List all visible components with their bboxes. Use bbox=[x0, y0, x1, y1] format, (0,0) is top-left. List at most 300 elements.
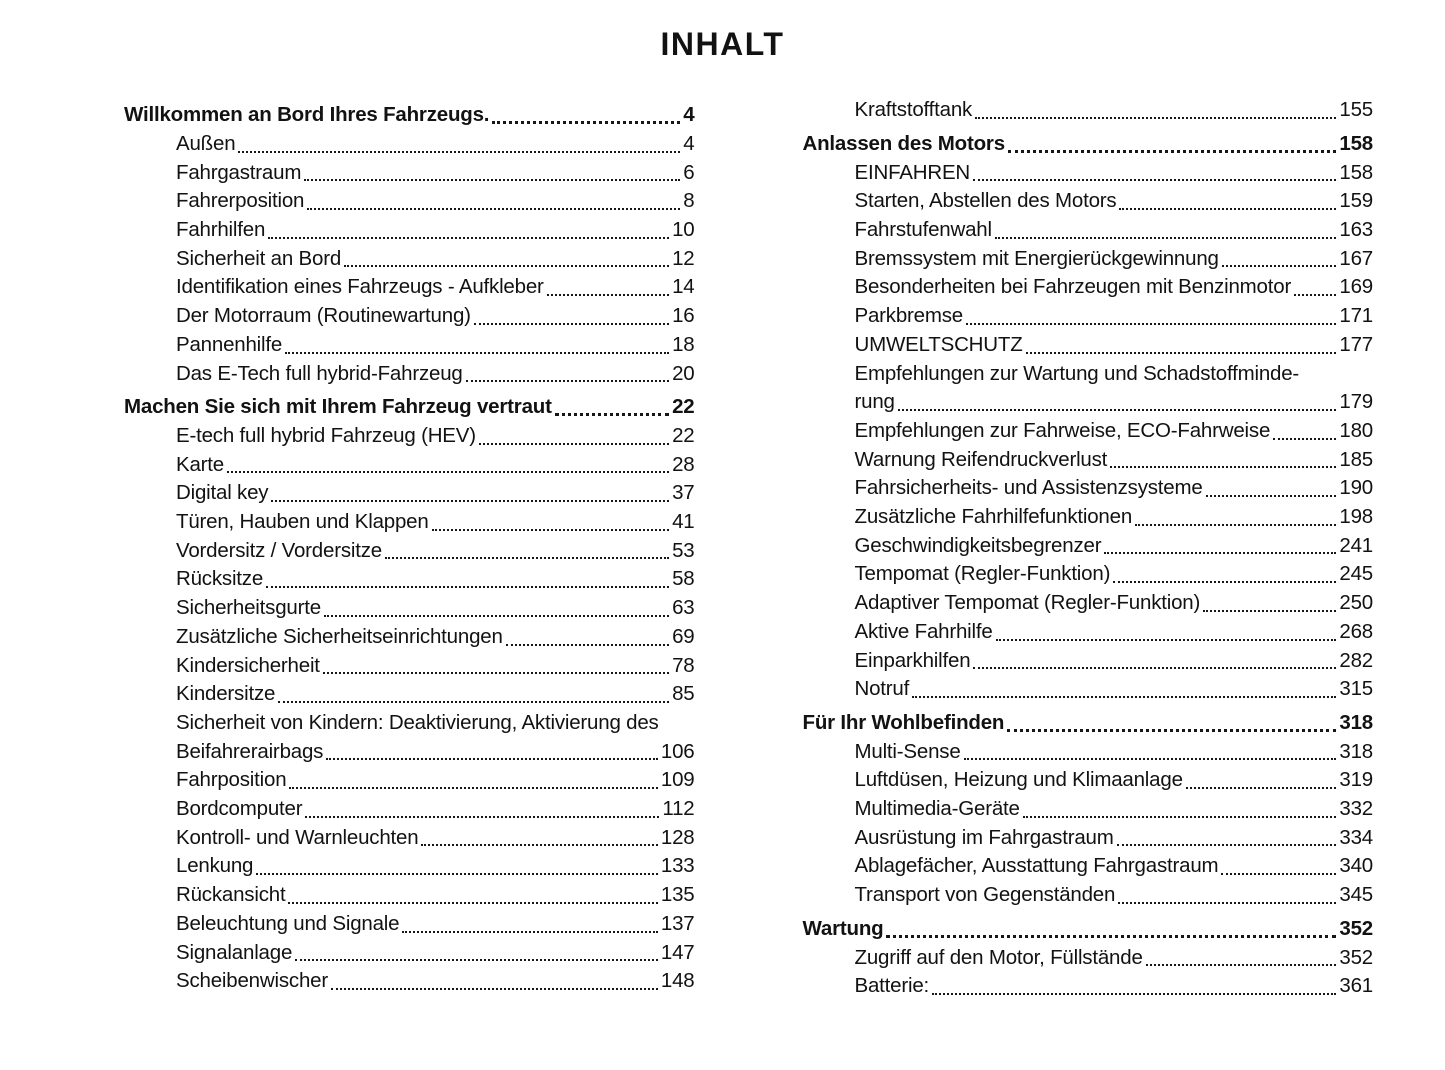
toc-entry bbox=[803, 216, 1374, 245]
dot-leader bbox=[1119, 208, 1336, 210]
page-number: 180 bbox=[1339, 418, 1373, 442]
page-number: 185 bbox=[1339, 447, 1373, 471]
toc-entry bbox=[124, 652, 695, 681]
toc-entry-label: Außen bbox=[176, 131, 236, 155]
toc-entry-label: Adaptiver Tempomat (Regler-Funktion) bbox=[854, 591, 1201, 615]
toc-entry-label: Fahrgastraum bbox=[176, 160, 302, 184]
toc-entry bbox=[124, 130, 695, 159]
toc-entry bbox=[803, 675, 1374, 704]
page-number: 18 bbox=[672, 332, 695, 356]
page-number: 137 bbox=[660, 911, 695, 935]
toc-column-left bbox=[124, 96, 695, 1001]
toc-entry-label: Ablagefächer, Ausstattung Fahrgastraum bbox=[854, 854, 1219, 878]
page-number: 148 bbox=[660, 969, 695, 993]
toc-entry-label: rung bbox=[854, 390, 895, 414]
toc-entry bbox=[803, 972, 1374, 1001]
dot-leader bbox=[1146, 964, 1337, 966]
toc-entry-label: Bremssystem mit Energierückgewinnung bbox=[854, 246, 1219, 270]
toc-row bbox=[855, 245, 1374, 274]
dot-leader bbox=[1113, 581, 1336, 583]
page-number: 135 bbox=[660, 883, 695, 907]
page-number: 334 bbox=[1339, 825, 1373, 849]
toc-row bbox=[855, 388, 1374, 417]
toc-row bbox=[855, 302, 1374, 331]
toc-entry bbox=[124, 910, 695, 939]
page-number: 53 bbox=[672, 538, 695, 562]
page-number: 163 bbox=[1339, 218, 1373, 241]
toc-row bbox=[855, 972, 1374, 1001]
toc-entry bbox=[803, 560, 1374, 589]
toc-row bbox=[176, 422, 695, 451]
page-number: 190 bbox=[1339, 476, 1373, 500]
page-number: 6 bbox=[683, 160, 695, 184]
toc-entry-label: E-tech full hybrid Fahrzeug (HEV) bbox=[176, 423, 476, 447]
toc-entry-label: Fahrstufenwahl bbox=[854, 218, 992, 241]
toc-entry-label: Wartung bbox=[802, 916, 884, 940]
toc-row bbox=[855, 96, 1374, 125]
page-number: 133 bbox=[660, 854, 695, 878]
toc-row bbox=[176, 680, 695, 709]
toc-entry-label: Batterie: bbox=[854, 974, 930, 998]
toc-entry bbox=[124, 709, 695, 766]
toc-row bbox=[176, 331, 695, 360]
dot-leader bbox=[385, 557, 669, 559]
page-number: 37 bbox=[672, 481, 695, 505]
dot-leader bbox=[285, 352, 669, 354]
toc-entry-label: Einparkhilfen bbox=[854, 648, 971, 672]
toc-entry bbox=[803, 446, 1374, 475]
toc-entry-label: Besonderheiten bei Fahrzeugen mit Benzinmotor bbox=[854, 275, 1292, 299]
dot-leader bbox=[474, 323, 669, 325]
toc-row bbox=[855, 852, 1374, 881]
toc-entry bbox=[124, 187, 695, 216]
toc-section-heading bbox=[124, 393, 695, 422]
toc-entry-label: Fahrerposition bbox=[176, 189, 305, 213]
dot-leader bbox=[555, 413, 669, 416]
toc-entry bbox=[803, 618, 1374, 647]
toc-entry bbox=[124, 360, 695, 389]
page-number: 345 bbox=[1339, 883, 1373, 907]
toc-entry bbox=[124, 623, 695, 652]
dot-leader bbox=[271, 500, 669, 502]
page-number: 58 bbox=[672, 567, 695, 591]
dot-leader bbox=[227, 471, 669, 473]
page-number: 112 bbox=[662, 797, 695, 821]
dot-leader bbox=[1104, 552, 1336, 554]
dot-leader bbox=[964, 758, 1337, 760]
toc-entry-label-line1: Sicherheit von Kindern: Deaktivierung, Aktivierung des bbox=[176, 710, 659, 734]
toc-entry-label: Warnung Reifendruckverlust bbox=[854, 447, 1108, 471]
toc-entry-label: Empfehlungen zur Fahrweise, ECO-Fahrweise bbox=[854, 418, 1271, 442]
page-number: 128 bbox=[660, 825, 695, 849]
toc-entry bbox=[803, 589, 1374, 618]
toc-columns bbox=[0, 96, 1445, 1001]
toc-row bbox=[176, 852, 695, 881]
dot-leader bbox=[466, 380, 669, 382]
page-title: INHALT bbox=[660, 26, 785, 62]
toc-row bbox=[803, 915, 1374, 944]
page-number: 8 bbox=[683, 189, 695, 213]
toc-entry-label: Transport von Gegenständen bbox=[854, 883, 1116, 907]
toc-entry bbox=[124, 451, 695, 480]
page-number: 63 bbox=[672, 596, 695, 620]
toc-entry-label: Rücksitze bbox=[176, 567, 264, 591]
dot-leader bbox=[1222, 265, 1337, 267]
dot-leader bbox=[268, 237, 669, 239]
dot-leader bbox=[886, 935, 1336, 938]
toc-entry-label: EINFAHREN bbox=[854, 160, 971, 184]
dot-leader bbox=[1221, 873, 1336, 875]
page-number: 16 bbox=[672, 304, 695, 328]
toc-entry bbox=[124, 881, 695, 910]
page-number: 106 bbox=[660, 739, 695, 763]
dot-leader bbox=[324, 615, 669, 617]
toc-entry bbox=[124, 302, 695, 331]
toc-row bbox=[803, 130, 1374, 159]
page-number: 14 bbox=[672, 275, 695, 299]
toc-entry bbox=[803, 474, 1374, 503]
toc-row bbox=[176, 967, 695, 996]
toc-entry bbox=[803, 503, 1374, 532]
toc-row bbox=[855, 795, 1374, 824]
toc-row bbox=[855, 503, 1374, 532]
toc-entry bbox=[803, 881, 1374, 910]
toc-entry-label: Kontroll- und Warnleuchten bbox=[176, 825, 419, 849]
toc-row bbox=[855, 532, 1374, 561]
toc-entry bbox=[803, 852, 1374, 881]
toc-entry-label: Ausrüstung im Fahrgastraum bbox=[854, 825, 1114, 849]
dot-leader bbox=[996, 639, 1337, 641]
page-number: 109 bbox=[660, 768, 695, 792]
toc-row bbox=[176, 824, 695, 853]
toc-entry bbox=[803, 944, 1374, 973]
dot-leader bbox=[1206, 495, 1337, 497]
toc-row bbox=[855, 159, 1374, 188]
dot-leader bbox=[307, 208, 680, 210]
dot-leader bbox=[479, 443, 669, 445]
toc-entry-label: Türen, Hauben und Klappen bbox=[176, 510, 429, 534]
toc-entry bbox=[803, 738, 1374, 767]
dot-leader bbox=[256, 873, 658, 875]
toc-column-right bbox=[803, 96, 1374, 1001]
toc-entry bbox=[803, 824, 1374, 853]
toc-entry bbox=[803, 187, 1374, 216]
toc-entry-label: Karte bbox=[176, 452, 224, 476]
toc-entry bbox=[803, 532, 1374, 561]
toc-entry-label: Fahrposition bbox=[176, 768, 287, 792]
dot-leader bbox=[506, 644, 669, 646]
toc-entry bbox=[803, 273, 1374, 302]
page-number: 340 bbox=[1339, 854, 1373, 878]
dot-leader bbox=[492, 121, 680, 124]
page-number: 245 bbox=[1339, 562, 1373, 586]
toc-entry bbox=[124, 766, 695, 795]
toc-row bbox=[176, 302, 695, 331]
page-number: 361 bbox=[1339, 974, 1373, 998]
toc-entry-label: Parkbremse bbox=[854, 304, 964, 328]
page-number: 22 bbox=[672, 423, 695, 447]
toc-section-heading bbox=[124, 101, 695, 130]
toc-row bbox=[176, 451, 695, 480]
toc-entry-label: Tempomat (Regler-Funktion) bbox=[854, 562, 1111, 586]
dot-leader bbox=[1118, 902, 1336, 904]
toc-entry bbox=[124, 795, 695, 824]
dot-leader bbox=[932, 993, 1336, 995]
dot-leader bbox=[402, 931, 658, 933]
toc-row bbox=[855, 187, 1374, 216]
toc-row bbox=[176, 738, 695, 767]
toc-row bbox=[176, 187, 695, 216]
toc-row bbox=[176, 360, 695, 389]
toc-entry-label: Identifikation eines Fahrzeugs - Aufkleber bbox=[176, 275, 544, 299]
toc-entry bbox=[124, 245, 695, 274]
dot-leader bbox=[238, 151, 680, 153]
toc-entry bbox=[803, 766, 1374, 795]
toc-row bbox=[855, 273, 1374, 302]
page-number: 20 bbox=[672, 361, 695, 385]
toc-entry-label: Aktive Fahrhilfe bbox=[854, 619, 993, 643]
toc-entry bbox=[124, 939, 695, 968]
toc-row bbox=[176, 216, 695, 245]
page-number: 22 bbox=[672, 395, 695, 419]
toc-row bbox=[855, 474, 1374, 503]
page-number: 41 bbox=[672, 510, 695, 534]
toc-entry-label: Kraftstofftank bbox=[854, 98, 973, 122]
page-number: 319 bbox=[1339, 768, 1373, 792]
toc-entry-label: Scheibenwischer bbox=[176, 969, 328, 993]
toc-entry-label: Sicherheit an Bord bbox=[176, 246, 342, 270]
toc-entry-label: Notruf bbox=[854, 677, 910, 701]
dot-leader bbox=[1026, 352, 1337, 354]
toc-entry-label: Zugriff auf den Motor, Füllstände bbox=[854, 945, 1143, 969]
page-number: 78 bbox=[672, 653, 695, 677]
dot-leader bbox=[295, 959, 658, 961]
dot-leader bbox=[1117, 844, 1337, 846]
toc-entry bbox=[803, 302, 1374, 331]
dot-leader bbox=[278, 701, 669, 703]
dot-leader bbox=[432, 529, 670, 531]
dot-leader bbox=[266, 586, 669, 588]
page-number: 250 bbox=[1339, 591, 1373, 615]
page-number: 241 bbox=[1339, 533, 1373, 557]
toc-entry-label: Kindersitze bbox=[176, 682, 276, 706]
toc-entry-label: Lenkung bbox=[176, 854, 254, 878]
dot-leader bbox=[305, 816, 659, 818]
toc-entry-label: Beleuchtung und Signale bbox=[176, 911, 400, 935]
toc-row bbox=[176, 939, 695, 968]
dot-leader bbox=[1135, 524, 1336, 526]
toc-entry bbox=[124, 331, 695, 360]
toc-entry bbox=[124, 824, 695, 853]
toc-entry bbox=[803, 159, 1374, 188]
dot-leader bbox=[1110, 466, 1336, 468]
toc-entry-label: Der Motorraum (Routinewartung) bbox=[176, 304, 471, 328]
toc-row bbox=[176, 565, 695, 594]
toc-entry-label: Luftdüsen, Heizung und Klimaanlage bbox=[854, 768, 1183, 792]
toc-entry bbox=[124, 852, 695, 881]
toc-entry bbox=[124, 159, 695, 188]
toc-row bbox=[855, 446, 1374, 475]
toc-entry bbox=[124, 479, 695, 508]
dot-leader bbox=[421, 844, 657, 846]
toc-entry-label: UMWELTSCHUTZ bbox=[854, 332, 1023, 356]
page-number: 171 bbox=[1339, 304, 1373, 328]
page-number: 268 bbox=[1339, 619, 1373, 643]
toc-entry-label: Fahrhilfen bbox=[176, 218, 266, 241]
toc-entry-label: Geschwindigkeitsbegrenzer bbox=[854, 533, 1102, 557]
toc-entry-label: Zusätzliche Fahrhilfefunktionen bbox=[854, 505, 1133, 529]
toc-row bbox=[855, 824, 1374, 853]
toc-entry bbox=[803, 96, 1374, 125]
toc-row bbox=[855, 417, 1374, 446]
toc-entry bbox=[124, 216, 695, 245]
toc-entry-label: Vordersitz / Vordersitze bbox=[176, 538, 382, 562]
dot-leader bbox=[1203, 610, 1336, 612]
toc-row bbox=[855, 331, 1374, 360]
page-number: 155 bbox=[1339, 98, 1373, 122]
toc-entry bbox=[803, 647, 1374, 676]
page-number: 167 bbox=[1339, 246, 1373, 270]
dot-leader bbox=[289, 787, 657, 789]
toc-row bbox=[803, 709, 1374, 738]
page-number: 282 bbox=[1339, 648, 1373, 672]
page-number: 85 bbox=[672, 682, 695, 706]
page-number: 10 bbox=[672, 218, 695, 241]
toc-entry bbox=[124, 422, 695, 451]
page-number: 352 bbox=[1339, 916, 1373, 940]
toc-entry bbox=[124, 565, 695, 594]
toc-row bbox=[176, 766, 695, 795]
toc-row bbox=[176, 652, 695, 681]
toc-row bbox=[855, 560, 1374, 589]
dot-leader bbox=[1294, 294, 1336, 296]
toc-row bbox=[855, 647, 1374, 676]
toc-entry bbox=[803, 331, 1374, 360]
dot-leader bbox=[966, 323, 1336, 325]
toc-row bbox=[124, 393, 695, 422]
dot-leader bbox=[1007, 729, 1336, 732]
page-number: 4 bbox=[683, 131, 695, 155]
page-number: 147 bbox=[660, 940, 695, 964]
toc-row bbox=[855, 766, 1374, 795]
toc-entry bbox=[803, 795, 1374, 824]
toc-entry bbox=[124, 508, 695, 537]
toc-entry-label: Multi-Sense bbox=[854, 739, 961, 763]
dot-leader bbox=[326, 758, 658, 760]
toc-entry-label: Bordcomputer bbox=[176, 797, 303, 821]
dot-leader bbox=[331, 988, 658, 990]
page-number: 158 bbox=[1339, 131, 1373, 155]
toc-entry bbox=[124, 273, 695, 302]
toc-row bbox=[855, 675, 1374, 704]
toc-entry-label: Willkommen an Bord Ihres Fahrzeugs. bbox=[124, 103, 490, 127]
dot-leader bbox=[995, 237, 1337, 239]
toc-entry-label: Sicherheitsgurte bbox=[176, 596, 321, 620]
dot-leader bbox=[1186, 787, 1337, 789]
page-number: 198 bbox=[1339, 505, 1373, 529]
toc-row bbox=[176, 623, 695, 652]
toc-entry-label: Zusätzliche Sicherheitseinrichtungen bbox=[176, 624, 503, 648]
toc-section-heading bbox=[803, 130, 1374, 159]
dot-leader bbox=[1273, 438, 1336, 440]
toc-row bbox=[855, 881, 1374, 910]
toc-row bbox=[176, 594, 695, 623]
dot-leader bbox=[973, 179, 1336, 181]
toc-section-heading bbox=[803, 709, 1374, 738]
dot-leader bbox=[912, 696, 1336, 698]
page-number: 177 bbox=[1339, 332, 1373, 356]
toc-entry-label: Für Ihr Wohlbefinden bbox=[802, 710, 1005, 734]
dot-leader bbox=[304, 179, 680, 181]
toc-entry bbox=[124, 537, 695, 566]
toc-row bbox=[176, 508, 695, 537]
toc-row bbox=[855, 618, 1374, 647]
toc-row bbox=[176, 245, 695, 274]
toc-entry-label: Beifahrerairbags bbox=[176, 739, 324, 763]
dot-leader bbox=[1008, 150, 1336, 153]
toc-entry-label: Machen Sie sich mit Ihrem Fahrzeug vertraut bbox=[124, 395, 552, 419]
toc-entry-label: Rückansicht bbox=[176, 883, 286, 907]
page-number: 69 bbox=[672, 624, 695, 648]
page-number: 179 bbox=[1339, 390, 1373, 414]
page-number: 169 bbox=[1339, 275, 1373, 299]
toc-entry bbox=[124, 594, 695, 623]
toc-entry-label: Digital key bbox=[176, 481, 269, 505]
page-number: 318 bbox=[1339, 710, 1373, 734]
dot-leader bbox=[1023, 816, 1337, 818]
page-number: 158 bbox=[1339, 160, 1373, 184]
toc-entry-label-line1: Empfehlungen zur Wartung und Schadstoffminde- bbox=[854, 361, 1300, 385]
dot-leader bbox=[898, 409, 1337, 411]
toc-row bbox=[176, 479, 695, 508]
dot-leader bbox=[973, 667, 1336, 669]
toc-entry-label: Kindersicherheit bbox=[176, 653, 320, 677]
toc-row bbox=[176, 881, 695, 910]
toc-row bbox=[176, 159, 695, 188]
toc-entry bbox=[803, 245, 1374, 274]
toc-entry bbox=[124, 967, 695, 996]
dot-leader bbox=[288, 902, 657, 904]
toc-row bbox=[124, 101, 695, 130]
toc-entry-label: Signalanlage bbox=[176, 940, 293, 964]
page-number: 4 bbox=[683, 103, 695, 127]
toc-row bbox=[176, 795, 695, 824]
dot-leader bbox=[344, 265, 669, 267]
toc-entry-label: Anlassen des Motors bbox=[802, 131, 1005, 155]
page-number: 159 bbox=[1339, 189, 1373, 213]
toc-entry-label: Pannenhilfe bbox=[176, 332, 283, 356]
toc-row bbox=[855, 216, 1374, 245]
toc-entry-label: Starten, Abstellen des Motors bbox=[854, 189, 1117, 213]
toc-entry bbox=[803, 417, 1374, 446]
page-number: 12 bbox=[672, 246, 695, 270]
dot-leader bbox=[547, 294, 669, 296]
toc-entry bbox=[124, 680, 695, 709]
toc-entry-label: Das E-Tech full hybrid-Fahrzeug bbox=[176, 361, 463, 385]
dot-leader bbox=[975, 117, 1336, 119]
page-number: 315 bbox=[1339, 677, 1373, 701]
toc-entry bbox=[803, 360, 1374, 417]
toc-row bbox=[855, 589, 1374, 618]
toc-entry-label: Fahrsicherheits- und Assistenzsysteme bbox=[854, 476, 1203, 500]
toc-section-heading bbox=[803, 915, 1374, 944]
toc-row bbox=[176, 910, 695, 939]
toc-row bbox=[176, 273, 695, 302]
page-number: 318 bbox=[1339, 739, 1373, 763]
page-number: 352 bbox=[1339, 945, 1373, 969]
toc-entry-label: Multimedia-Geräte bbox=[854, 797, 1020, 821]
page-number: 332 bbox=[1339, 797, 1373, 821]
